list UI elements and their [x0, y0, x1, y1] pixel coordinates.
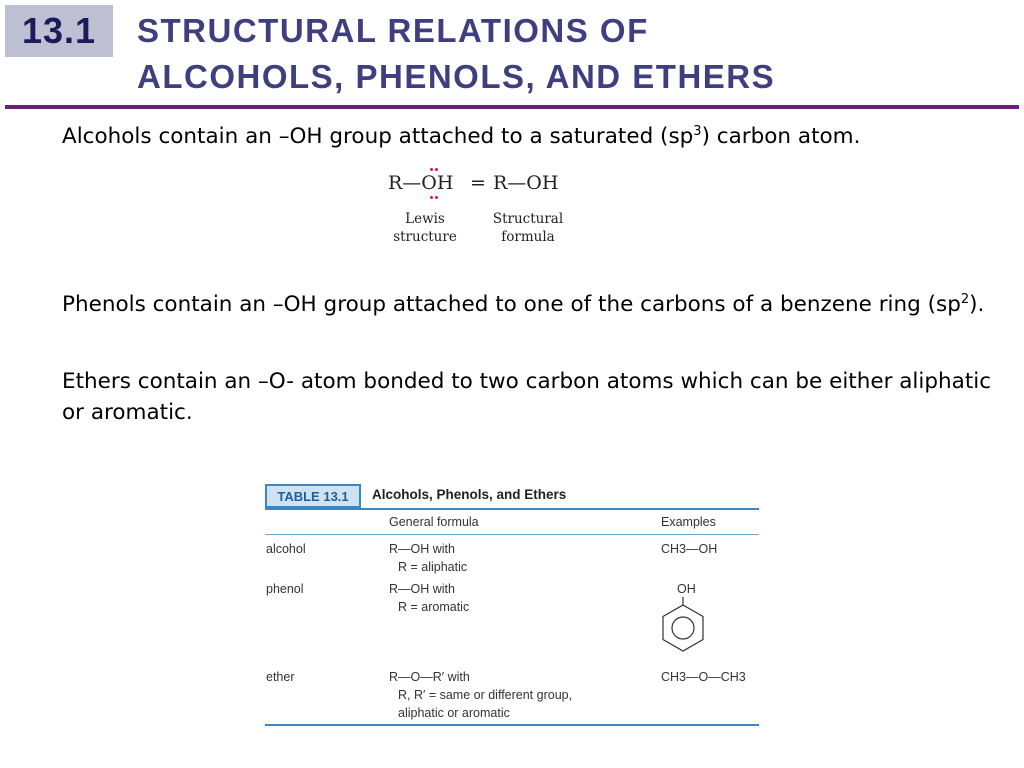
- table-bottom-rule: [265, 724, 759, 726]
- title-divider: [5, 105, 1019, 109]
- phenol-formula-line-2: R = aromatic: [398, 600, 470, 614]
- table-caption: Alcohols, Phenols, and Ethers: [372, 487, 567, 502]
- structural-caption: [486, 210, 570, 246]
- title-line-2: ALCOHOLS, PHENOLS, AND ETHERS: [137, 58, 776, 95]
- phenols-sup: 2: [960, 292, 970, 307]
- ether-formula-line-1: R—O—R′ with: [389, 670, 470, 684]
- lone-pair-dot: [435, 168, 438, 171]
- ether-formula-line-3: aliphatic or aromatic: [398, 706, 510, 720]
- page-title: [137, 8, 775, 100]
- table-top-rule: [265, 508, 759, 510]
- structural-formula: R—OH: [493, 172, 559, 194]
- alcohol-formula-line-1: R—OH with: [389, 542, 455, 556]
- column-header-formula: General formula: [389, 515, 479, 529]
- title-line-1: STRUCTURAL RELATIONS OF: [137, 12, 649, 49]
- lewis-caption-line-2: structure: [393, 229, 457, 245]
- equals-sign: =: [470, 172, 486, 194]
- ether-example: CH3—O—CH3: [661, 670, 746, 684]
- section-number-badge: [5, 5, 113, 57]
- lone-pair-dot: [430, 168, 433, 171]
- alcohols-text-b: ) carbon atom.: [701, 124, 861, 149]
- section-number: 13.1: [21, 10, 97, 51]
- structural-caption-line-2: formula: [501, 229, 555, 245]
- ether-formula-line-2: R, R′ = same or different group,: [398, 688, 573, 702]
- lewis-caption: [388, 210, 462, 246]
- alcohol-formula-line-2: R = aliphatic: [398, 560, 468, 574]
- table-header-rule: [265, 534, 759, 535]
- column-header-examples: Examples: [661, 515, 716, 529]
- alcohols-paragraph: [62, 121, 992, 152]
- row-name-alcohol: alcohol: [266, 542, 306, 556]
- lone-pair-dot: [435, 196, 438, 199]
- alcohol-example: CH3—OH: [661, 542, 718, 556]
- structural-caption-line-1: Structural: [492, 211, 564, 227]
- phenols-text-b: ).: [969, 292, 985, 317]
- phenols-text-a: Phenols contain an –OH group attached to one of the carbons of a benzene ring (sp: [62, 292, 961, 317]
- phenol-example-oh: OH: [677, 582, 696, 596]
- row-name-ether: ether: [266, 670, 295, 684]
- table-label: TABLE 13.1: [265, 484, 361, 508]
- ethers-paragraph: Ethers contain an –O- atom bonded to two carbon atoms which can be either aliphatic or aromatic.: [62, 369, 992, 425]
- alcohols-text-a: Alcohols contain an –OH group attached to a saturated (sp: [62, 124, 694, 149]
- phenols-paragraph: [62, 289, 992, 320]
- benzene-ring-icon: [660, 597, 706, 653]
- table-header: [265, 484, 759, 508]
- lewis-structure-figure: [386, 166, 586, 256]
- lone-pair-dot: [430, 196, 433, 199]
- row-name-phenol: phenol: [266, 582, 304, 596]
- alcohols-sup: 3: [693, 124, 702, 139]
- phenol-formula-line-1: R—OH with: [389, 582, 455, 596]
- lewis-caption-line-1: Lewis: [405, 211, 445, 227]
- lewis-formula: R—OH: [388, 172, 454, 194]
